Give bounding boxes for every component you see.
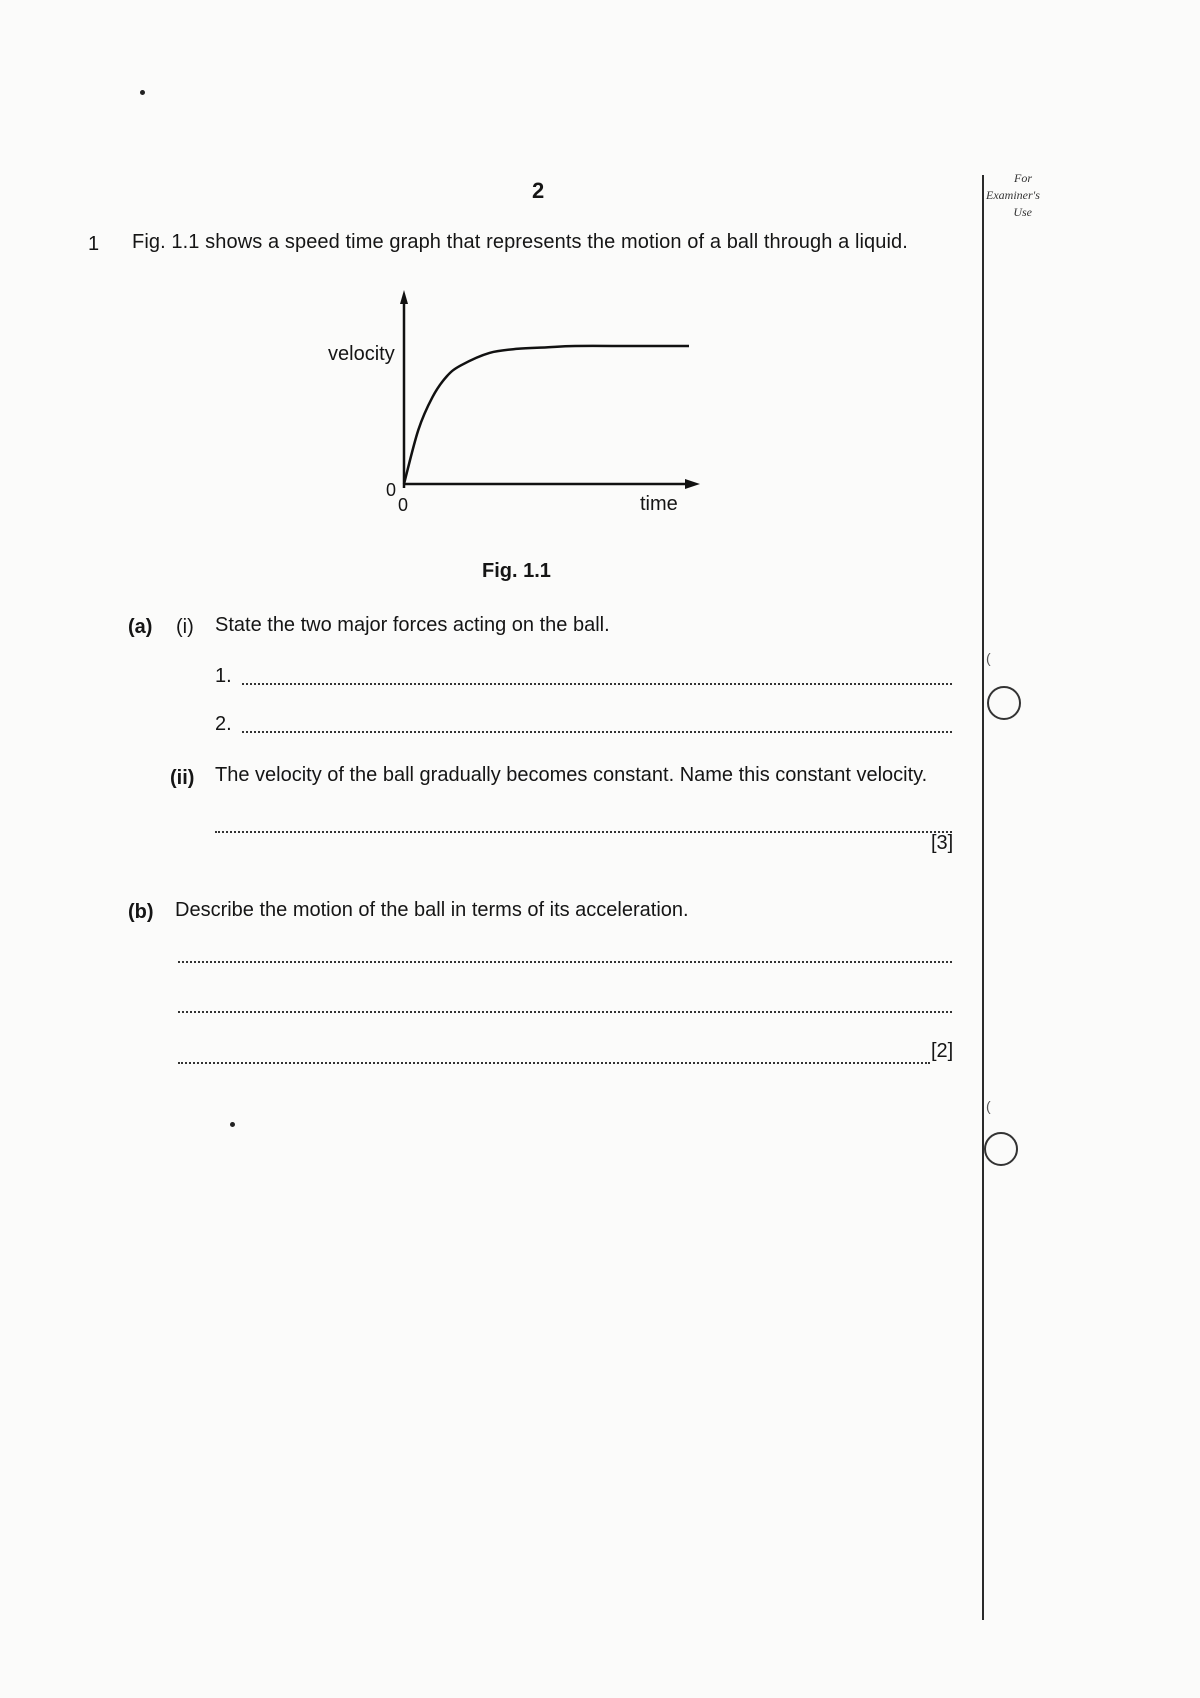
examiner-mark-circle-a <box>987 686 1021 720</box>
examiner-use-label <box>986 170 1040 221</box>
answer-line-a-i-2[interactable] <box>242 731 952 733</box>
part-a-ii-prompt: The velocity of the ball gradually becomes constant. Name this constant velocity. <box>215 764 928 786</box>
answer-line-a-ii[interactable] <box>215 831 952 833</box>
figure-origin-y-label: 0 <box>386 480 397 500</box>
marks-a: [3] <box>931 832 954 854</box>
scan-speck <box>230 1122 235 1127</box>
figure-x-axis-label: time <box>640 493 678 515</box>
scan-speck <box>140 90 145 95</box>
answer-line-a-i-1[interactable] <box>242 683 952 685</box>
margin-paren: ( <box>986 650 991 666</box>
answer-line-b-3[interactable] <box>178 1062 930 1064</box>
x-axis-arrowhead <box>685 479 700 489</box>
part-a-label: (a) <box>128 616 153 638</box>
y-axis-arrowhead <box>400 290 408 304</box>
figure-origin-x-label: 0 <box>398 495 409 515</box>
margin-paren: ( <box>986 1098 991 1114</box>
examiner-mark-circle-b <box>984 1132 1018 1166</box>
page-number: 2 <box>532 178 545 203</box>
question-intro: Fig. 1.1 shows a speed time graph that represents the motion of a ball through a liquid. <box>132 231 908 253</box>
figure-y-axis-label: velocity <box>328 343 395 365</box>
answer-line-1-label: 1. <box>215 665 232 687</box>
answer-line-b-1[interactable] <box>178 961 952 963</box>
part-b-label: (b) <box>128 901 154 923</box>
part-b-prompt: Describe the motion of the ball in terms of its acceleration. <box>175 899 689 921</box>
figure-caption: Fig. 1.1 <box>482 560 551 582</box>
examiner-margin-rule <box>982 175 984 1620</box>
velocity-time-graph <box>395 290 715 505</box>
part-a-i-prompt: State the two major forces acting on the ball. <box>215 614 610 636</box>
exam-use-line-3: Use <box>1013 205 1032 219</box>
part-a-i-label: (i) <box>176 616 194 638</box>
exam-use-line-2: Examiner's <box>986 188 1040 202</box>
marks-b: [2] <box>931 1040 954 1062</box>
exam-use-line-1: For <box>1014 171 1032 185</box>
answer-line-b-2[interactable] <box>178 1011 952 1013</box>
velocity-curve <box>404 346 689 484</box>
part-a-ii-label: (ii) <box>170 767 195 789</box>
question-number: 1 <box>88 233 100 255</box>
answer-line-2-label: 2. <box>215 713 232 735</box>
